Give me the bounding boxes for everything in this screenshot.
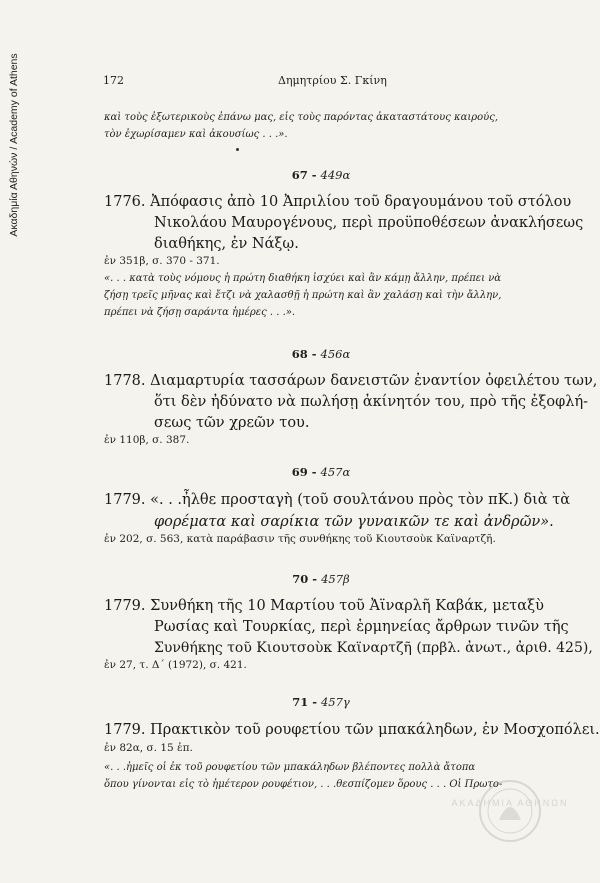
entry-line: 1778. Διαμαρτυρία τασσάρων δανειστῶν ἐναντίον ὀφειλέτου των, bbox=[104, 373, 598, 389]
watermark-text: ΑΚΑΔΗΜΙΑ ΑΘΗΝΩΝ bbox=[451, 798, 569, 808]
page-number: 172 bbox=[103, 74, 124, 87]
entry-quote-line: «. . . κατὰ τοὺς νόμους ἡ πρώτη διαθήκη ἰσχύει καὶ ἂν κάμῃ ἄλλην, πρέπει νὰ bbox=[104, 273, 502, 284]
section-number: 71 - bbox=[292, 695, 317, 709]
section-heading bbox=[0, 695, 600, 709]
section-heading bbox=[0, 347, 600, 361]
side-label-text: Ακαδημία Αθηνών / Academy of Athens bbox=[8, 53, 20, 237]
section-folio: 457α bbox=[320, 465, 351, 479]
entry-line: 1776. Ἀπόφασις ἀπὸ 10 Ἀπριλίου τοῦ δραγουμάνου τοῦ στόλου bbox=[104, 194, 572, 210]
entry-reference: ἐν 110β, σ. 387. bbox=[104, 434, 190, 446]
section-number: 69 - bbox=[291, 465, 317, 479]
page-header bbox=[103, 74, 540, 92]
entry-reference: ἐν 27, τ. Δ´ (1972), σ. 421. bbox=[104, 659, 247, 671]
entry-line: Συνθήκης τοῦ Κιουτσοὺκ Καϊναρτζῆ (πρβλ. ἀνωτ., ἀριθ. 425), bbox=[154, 640, 593, 656]
section-heading bbox=[0, 168, 600, 182]
section-heading bbox=[0, 465, 600, 479]
intro-quote-line-2: τὸν ἐχωρίσαμεν καὶ ἀκουσίως . . .». bbox=[104, 129, 288, 140]
section-heading bbox=[0, 572, 600, 586]
academy-watermark bbox=[440, 776, 580, 848]
entry-line: 1779. Συνθήκη τῆς 10 Μαρτίου τοῦ Ἀϊναρλῆ Καβάκ, μεταξὺ bbox=[104, 598, 544, 614]
entry-quote-line: «. . .ἡμεῖς οἱ ἐκ τοῦ ρουφετίου τῶν μπακάληδων βλέποντες πολλὰ ἄτοπα bbox=[104, 762, 476, 773]
entry-quote-line: ζήσῃ τρεῖς μῆνας καὶ ἔτζι νὰ χαλασθῇ ἡ πρώτη καὶ ἂν χαλάσῃ καὶ τὴν ἄλλην, bbox=[104, 290, 502, 301]
entry-line: διαθήκης, ἐν Νάξῳ. bbox=[154, 236, 299, 252]
entry-reference: ἐν 351β, σ. 370 - 371. bbox=[104, 255, 220, 267]
entry-line: φορέματα καὶ σαρίκια τῶν γυναικῶν τε καὶ ἀνδρῶν». bbox=[154, 514, 554, 530]
section-folio: 449α bbox=[320, 168, 351, 182]
intro-quote-line-1: καὶ τοὺς ἐξωτερικοὺς ἐπάνω μας, εἰς τοὺς παρόντας ἀκαταστάτους καιρούς, bbox=[104, 112, 499, 123]
section-number: 67 - bbox=[291, 168, 317, 182]
entry-line: Ρωσίας καὶ Τουρκίας, περὶ ἑρμηνείας ἄρθρων τινῶν τῆς bbox=[154, 619, 569, 635]
section-number: 70 - bbox=[292, 572, 318, 586]
entry-quote-line: ὅπου γίνονται εἰς τὸ ἡμέτερον ρουφέτιον, . . .θεσπίζομεν ὅρους . . . Οἱ Πρωτο- bbox=[104, 779, 503, 790]
ink-mark bbox=[236, 148, 239, 151]
entry-line: ὅτι δὲν ἠδύνατο νὰ πωλήσῃ ἀκίνητόν του, πρὸ τῆς ἐξοφλή- bbox=[154, 394, 589, 410]
academy-seal-icon bbox=[475, 776, 545, 846]
entry-line: 1779. Πρακτικὸν τοῦ ρουφετίου τῶν μπακάληδων, ἐν Μοσχοπόλει. bbox=[104, 722, 600, 738]
entry-line: 1779. «. . .ἦλθε προσταγὴ (τοῦ σουλτάνου πρὸς τὸν πΚ.) διὰ τὰ bbox=[104, 492, 571, 508]
section-number: 68 - bbox=[291, 347, 317, 361]
running-head: Δημητρίου Σ. Γκίνη bbox=[278, 74, 387, 87]
entry-reference: ἐν 82α, σ. 15 ἐπ. bbox=[104, 742, 193, 754]
entry-reference: ἐν 202, σ. 563, κατὰ παράβασιν τῆς συνθήκης τοῦ Κιουτσοὺκ Καϊναρτζῆ. bbox=[104, 533, 496, 545]
archive-side-label bbox=[7, 45, 21, 245]
entry-line: σεως τῶν χρεῶν του. bbox=[154, 415, 310, 431]
section-folio: 457γ bbox=[320, 695, 350, 709]
section-folio: 457β bbox=[321, 572, 350, 586]
entry-line: Νικολάου Μαυρογένους, περὶ προϋποθέσεων ἀνακλήσεως bbox=[154, 215, 584, 231]
entry-quote-line: πρέπει νὰ ζήσῃ σαράντα ἡμέρες . . .». bbox=[104, 307, 296, 318]
section-folio: 456α bbox=[320, 347, 351, 361]
